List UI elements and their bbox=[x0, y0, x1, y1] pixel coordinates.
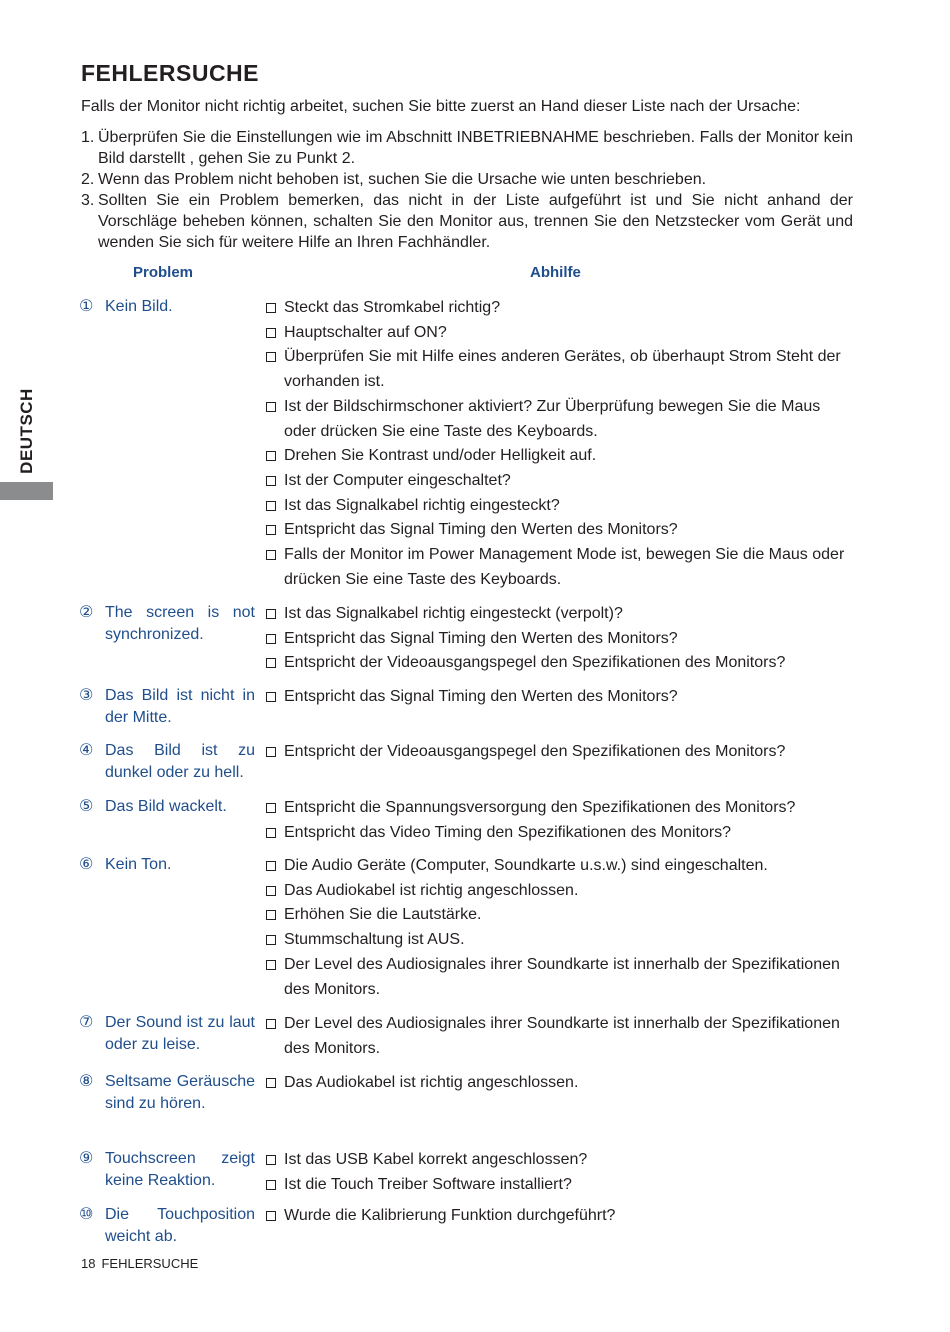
side-tab-bar bbox=[0, 482, 53, 500]
step-text: Sollten Sie ein Problem bemerken, das nicht in der Liste aufgeführt ist und Sie nicht anhand der Vorschläge beheben können, schalten Sie den Monitor aus, trennen Sie den Netzstecker vom Gerät und wenden Sie sich für weitere Hilfe an Ihren Fachhändler. bbox=[98, 192, 853, 251]
problem-number: ① bbox=[79, 298, 94, 315]
problem-text: The screen is not synchronized. bbox=[105, 604, 255, 643]
step-text: Wenn das Problem nicht behoben ist, suchen Sie die Ursache wie unten beschrieben. bbox=[98, 171, 707, 188]
step-number: 3. bbox=[81, 192, 95, 209]
remedy-list bbox=[266, 296, 853, 592]
remedy-list bbox=[266, 1148, 853, 1197]
problem-text: Seltsame Geräusche sind zu hören. bbox=[105, 1073, 255, 1112]
problem-number: ② bbox=[79, 604, 94, 621]
problem-number: ⑥ bbox=[79, 856, 94, 873]
problem-text: Die Touchposition weicht ab. bbox=[105, 1206, 255, 1245]
page-footer bbox=[81, 1256, 198, 1271]
remedy-column-header: Abhilfe bbox=[530, 264, 581, 281]
problem-number: ⑦ bbox=[79, 1014, 94, 1031]
remedy-item: Drehen Sie Kontrast und/oder Helligkeit auf. bbox=[266, 444, 853, 469]
remedy-item: Wurde die Kalibrierung Funktion durchgeführt? bbox=[266, 1204, 853, 1229]
problem-number: ⑧ bbox=[79, 1073, 94, 1090]
remedy-item: Falls der Monitor im Power Management Mode ist, bewegen Sie die Maus oder drücken Sie eine Taste des Keyboards. bbox=[266, 543, 853, 592]
remedy-item: Die Audio Geräte (Computer, Soundkarte u.s.w.) sind eingeschalten. bbox=[266, 854, 853, 879]
remedy-item: Entspricht der Videoausgangspegel den Spezifikationen des Monitors? bbox=[266, 740, 853, 765]
problem-cell bbox=[79, 602, 255, 646]
problem-text: Das Bild wackelt. bbox=[105, 798, 227, 815]
remedy-item: Ist der Bildschirmschoner aktiviert? Zur Überprüfung bewegen Sie die Maus oder drücken Sie eine Taste des Keyboards. bbox=[266, 395, 853, 444]
remedy-list bbox=[266, 740, 853, 765]
remedy-item: Entspricht das Signal Timing den Werten des Monitors? bbox=[266, 685, 853, 710]
step-item bbox=[81, 190, 853, 253]
remedy-item: Ist das Signalkabel richtig eingesteckt (verpolt)? bbox=[266, 602, 853, 627]
problem-cell bbox=[79, 796, 255, 818]
problem-column-header: Problem bbox=[133, 264, 194, 281]
problem-text: Das Bild ist zu dunkel oder zu hell. bbox=[105, 742, 255, 781]
remedy-list bbox=[266, 1012, 853, 1061]
remedy-item: Ist der Computer eingeschaltet? bbox=[266, 469, 853, 494]
intro-text: Falls der Monitor nicht richtig arbeitet, suchen Sie bitte zuerst an Hand dieser Liste nach der Ursache: bbox=[81, 98, 801, 115]
step-item bbox=[81, 127, 853, 169]
remedy-item: Stummschaltung ist AUS. bbox=[266, 928, 853, 953]
problem-text: Kein Ton. bbox=[105, 856, 172, 873]
problem-text: Das Bild ist nicht in der Mitte. bbox=[105, 687, 255, 726]
problem-cell bbox=[79, 854, 255, 876]
problem-text: Touchscreen zeigt keine Reaktion. bbox=[105, 1150, 255, 1189]
remedy-list bbox=[266, 1204, 853, 1229]
remedy-item: Ist das Signalkabel richtig eingesteckt? bbox=[266, 494, 853, 519]
remedy-item: Überprüfen Sie mit Hilfe eines anderen Gerätes, ob überhaupt Strom Steht der vorhanden ist. bbox=[266, 345, 853, 394]
footer-section: FEHLERSUCHE bbox=[101, 1256, 199, 1271]
problem-cell bbox=[79, 740, 255, 784]
remedy-list bbox=[266, 1071, 853, 1096]
steps-list bbox=[81, 127, 853, 253]
remedy-item: Das Audiokabel ist richtig angeschlossen. bbox=[266, 879, 853, 904]
remedy-item: Der Level des Audiosignales ihrer Soundkarte ist innerhalb der Spezifikationen des Monitors. bbox=[266, 953, 853, 1002]
remedy-item: Entspricht das Signal Timing den Werten des Monitors? bbox=[266, 518, 853, 543]
page-title: FEHLERSUCHE bbox=[81, 60, 260, 86]
side-tab-label: DEUTSCH bbox=[17, 388, 36, 474]
problem-cell bbox=[79, 1012, 255, 1056]
problem-number: ⑤ bbox=[79, 798, 94, 815]
problem-number: ⑨ bbox=[79, 1150, 94, 1167]
remedy-list bbox=[266, 685, 853, 710]
problem-cell bbox=[79, 1204, 255, 1248]
remedy-item: Ist die Touch Treiber Software installiert? bbox=[266, 1173, 853, 1198]
page-number: 18 bbox=[81, 1256, 96, 1271]
remedy-item: Das Audiokabel ist richtig angeschlossen. bbox=[266, 1071, 853, 1096]
remedy-item: Der Level des Audiosignales ihrer Soundkarte ist innerhalb der Spezifikationen des Monitors. bbox=[266, 1012, 853, 1061]
remedy-item: Entspricht das Signal Timing den Werten des Monitors? bbox=[266, 627, 853, 652]
remedy-list bbox=[266, 854, 853, 1002]
remedy-item: Steckt das Stromkabel richtig? bbox=[266, 296, 853, 321]
problem-cell bbox=[79, 1071, 255, 1115]
step-text: Überprüfen Sie die Einstellungen wie im Abschnitt INBETRIEBNAHME beschrieben. Falls der Monitor kein Bild darstellt , gehen Sie zu Punkt 2. bbox=[98, 129, 853, 167]
problem-cell bbox=[79, 1148, 255, 1192]
step-item bbox=[81, 169, 853, 190]
remedy-item: Hauptschalter auf ON? bbox=[266, 321, 853, 346]
problem-cell bbox=[79, 296, 255, 318]
step-number: 1. bbox=[81, 129, 95, 146]
remedy-list bbox=[266, 796, 853, 845]
step-number: 2. bbox=[81, 171, 95, 188]
problem-text: Kein Bild. bbox=[105, 298, 173, 315]
problem-number: ③ bbox=[79, 687, 94, 704]
problem-cell bbox=[79, 685, 255, 729]
remedy-item: Ist das USB Kabel korrekt angeschlossen? bbox=[266, 1148, 853, 1173]
problem-number: ④ bbox=[79, 742, 94, 759]
remedy-item: Entspricht die Spannungsversorgung den Spezifikationen des Monitors? bbox=[266, 796, 853, 821]
remedy-item: Entspricht der Videoausgangspegel den Spezifikationen des Monitors? bbox=[266, 651, 853, 676]
problem-number: ⑩ bbox=[79, 1206, 94, 1223]
remedy-item: Entspricht das Video Timing den Spezifikationen des Monitors? bbox=[266, 821, 853, 846]
language-side-tab bbox=[0, 379, 53, 500]
remedy-item: Erhöhen Sie die Lautstärke. bbox=[266, 903, 853, 928]
remedy-list bbox=[266, 602, 853, 676]
problem-text: Der Sound ist zu laut oder zu leise. bbox=[105, 1014, 255, 1053]
